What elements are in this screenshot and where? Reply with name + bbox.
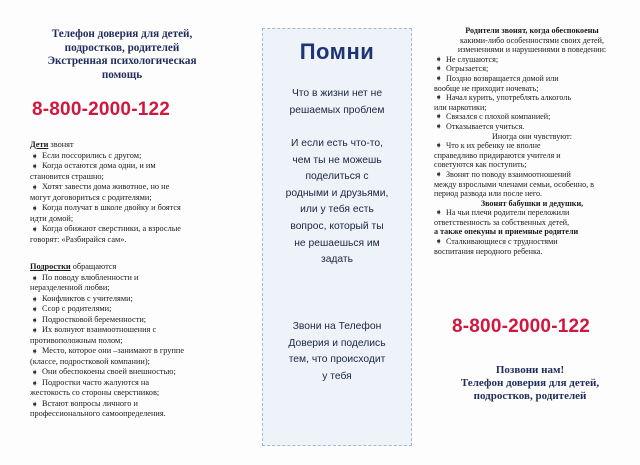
list-item-text: Когда обижают сверстники, а взрослые: [42, 224, 181, 233]
list-item: [30, 315, 220, 326]
list-item: [434, 112, 630, 122]
middle-line: у тебя: [322, 370, 352, 382]
list-item-text: Отказывается учиться.: [446, 121, 525, 131]
middle-line: решаемых проблем: [289, 104, 385, 116]
middle-line: родными и друзьями,: [285, 187, 389, 199]
middle-line: И если есть что-то,: [291, 138, 383, 149]
arrow-bullet-icon: ➧: [435, 53, 443, 64]
arrow-bullet-icon: ➧: [31, 367, 39, 377]
list-item-text: Огрызается;: [446, 64, 489, 74]
left-panel: [22, 0, 222, 465]
list-item: [30, 378, 220, 389]
parents-intro-text: Родители звонят, когда обеспокоены: [465, 26, 599, 35]
arrow-bullet-icon: ➧: [31, 398, 39, 409]
list-item: [30, 182, 220, 193]
kids-title: Дети: [30, 140, 49, 149]
list-item: [30, 399, 220, 410]
list-item: [30, 224, 220, 235]
middle-line: вопрос, который ты: [290, 220, 384, 232]
arrow-bullet-icon: ➧: [31, 161, 39, 171]
teens-title: Подростки: [30, 262, 71, 271]
arrow-bullet-icon: ➧: [31, 314, 39, 325]
list-item-text: Сталкивающиеся с трудностями: [446, 237, 558, 247]
right-panel: [430, 0, 630, 465]
list-item: [434, 93, 630, 103]
kids-title-rest: звонят: [48, 140, 74, 149]
list-item-text: Поздно возвращается домой или: [446, 73, 559, 83]
left-header-line: Телефон доверия для детей,: [51, 28, 193, 40]
list-item-continuation: справедливо придираются учителя и: [434, 150, 561, 160]
list-item: [434, 55, 630, 65]
list-item-text: Связался с плохой компанией;: [446, 112, 551, 122]
list-item: [434, 170, 630, 180]
grandparents-heading: Звонят бабушки и дедушки,: [480, 198, 584, 208]
list-item-continuation: могут договориться с родителями;: [30, 192, 152, 202]
middle-line: или у тебя есть: [300, 204, 374, 216]
parents-also-feel: Иногда они чувствуют:: [492, 131, 572, 141]
arrow-bullet-icon: ➧: [31, 293, 39, 304]
middle-block-1: [267, 86, 407, 119]
list-item-continuation: становится страшно;: [30, 171, 104, 181]
list-item: [434, 64, 630, 74]
list-item-continuation: вообще не приходит ночевать;: [434, 83, 539, 93]
list-item-text: Звонят по поводу взаимоотношений: [446, 169, 571, 179]
arrow-bullet-icon: ➧: [435, 72, 443, 83]
arrow-bullet-icon: ➧: [31, 272, 39, 283]
list-item-text: Ссор с родителями;: [42, 304, 112, 313]
kids-section: [30, 140, 220, 245]
list-item: [434, 122, 630, 132]
list-item-continuation: идти домой;: [30, 213, 74, 223]
middle-panel: [262, 28, 412, 446]
list-item-continuation: говорят: «Разбирайся сам».: [30, 234, 127, 244]
arrow-bullet-icon: ➧: [31, 182, 39, 192]
list-item-continuation: между взрослыми членами семьи, особенно, в: [434, 179, 595, 189]
arrow-bullet-icon: ➧: [31, 325, 39, 335]
arrow-bullet-icon: ➧: [31, 224, 39, 234]
middle-line: поделиться с: [305, 171, 369, 183]
middle-block-2: [267, 136, 407, 269]
right-phone-number: 8-800-2000-122: [452, 316, 591, 337]
teens-section: [30, 262, 220, 420]
list-item-text: Хотят завести дома животное, но не: [42, 182, 170, 191]
left-header-line: подростков, родителей: [64, 41, 180, 54]
arrow-bullet-icon: ➧: [435, 207, 443, 218]
arrow-bullet-icon: ➧: [435, 168, 443, 179]
list-item: [30, 151, 220, 162]
parents-intro-line: [434, 26, 630, 36]
teens-title-line: [30, 262, 220, 273]
list-item: [30, 304, 220, 315]
list-item-continuation: неразделенной любви;: [30, 283, 110, 292]
list-item-text: По поводу влюбленности и: [42, 272, 139, 282]
arrow-bullet-icon: ➧: [435, 120, 443, 131]
list-item-continuation: профессионального самоопределения.: [30, 409, 166, 418]
list-item: [30, 294, 220, 305]
list-item-text: Подростковой беременности;: [42, 314, 147, 324]
arrow-bullet-icon: ➧: [435, 63, 443, 74]
parents-intro-line: изменениями и нарушениями в поведении:: [457, 45, 607, 55]
teens-title-rest: обращаются: [70, 262, 117, 271]
kids-title-line: [30, 140, 220, 151]
list-item-continuation: советуются как поступить;: [434, 160, 527, 170]
list-item-text: Если поссорились с другом;: [42, 150, 142, 160]
list-item: [30, 325, 220, 336]
arrow-bullet-icon: ➧: [31, 150, 39, 161]
list-item-text: Не слушаются;: [446, 54, 499, 64]
middle-line: тем, что происходит: [288, 354, 386, 366]
arrow-bullet-icon: ➧: [435, 236, 443, 247]
left-header: [22, 28, 222, 82]
middle-block-3: [267, 319, 407, 385]
middle-line: Звони на Телефон: [292, 321, 382, 332]
list-item: [434, 141, 630, 151]
list-item-text: На чьи плечи родители переложили: [446, 208, 570, 218]
middle-line: Что в жизни нет не: [291, 88, 383, 99]
list-item: [30, 273, 220, 284]
left-phone-number: 8-800-2000-122: [32, 99, 171, 120]
list-item: [434, 237, 630, 247]
middle-line: чем ты не можешь: [292, 154, 382, 166]
list-item-text: Начал курить, употреблять алкоголь: [446, 93, 572, 103]
list-item-text: Подростки часто жалуются на: [42, 377, 150, 387]
list-item: [30, 161, 220, 172]
parents-section: [434, 26, 630, 256]
right-footer: [430, 364, 630, 403]
list-item-text: Что к их ребенку не вполне: [446, 141, 541, 151]
list-item-text: Конфликтов с учителями;: [42, 293, 133, 303]
left-header-line: Экстренная психологическая: [47, 55, 197, 68]
arrow-bullet-icon: ➧: [31, 203, 39, 213]
list-item-continuation: а также опекуны и приемные родители: [434, 227, 579, 237]
left-header-line: помощь: [101, 68, 143, 81]
list-item-text: Они обеспокоены своей внешностью;: [42, 367, 176, 376]
arrow-bullet-icon: ➧: [435, 92, 443, 103]
list-item-continuation: период развода или после него.: [434, 189, 543, 199]
arrow-bullet-icon: ➧: [31, 346, 39, 356]
footer-line: Позвони нам!: [495, 364, 565, 376]
list-item: [30, 203, 220, 214]
footer-line: подростков, родителей: [473, 390, 587, 402]
list-item-continuation: воспитания неродного ребенка.: [434, 246, 543, 256]
list-item-text: Место, которое они –занимают в группе: [42, 346, 185, 355]
list-item: [30, 346, 220, 357]
list-item-text: Их волнуют взаимоотношения с: [42, 325, 157, 334]
list-item: [434, 74, 630, 84]
middle-title: Помни: [299, 39, 375, 64]
middle-line: не решаешься им: [294, 237, 380, 249]
list-item-continuation: жестокость со стороны сверстников;: [30, 388, 160, 397]
middle-line: задать: [320, 254, 354, 266]
footer-line: Телефон доверия для детей,: [460, 377, 600, 389]
list-item: [30, 367, 220, 378]
arrow-bullet-icon: ➧: [31, 377, 39, 388]
parents-intro-line: какими-либо особенностями своих детей,: [460, 35, 604, 45]
list-item: [434, 208, 630, 218]
list-item-continuation: (классе, подростковой компании);: [30, 356, 150, 366]
arrow-bullet-icon: ➧: [435, 111, 443, 122]
list-item-continuation: ответственность за собственных детей,: [434, 217, 570, 227]
list-item-continuation: противоположным полом;: [30, 335, 123, 345]
middle-line: Доверия и поделись: [288, 337, 386, 349]
list-item-text: Когда остаются дома одни, и им: [42, 161, 156, 170]
list-item-text: Когда получат в школе двойку и боятся: [42, 203, 181, 212]
arrow-bullet-icon: ➧: [435, 140, 443, 151]
list-item-continuation: или наркотики;: [434, 102, 487, 112]
list-item-text: Встают вопросы личного и: [42, 398, 138, 408]
arrow-bullet-icon: ➧: [31, 304, 39, 314]
